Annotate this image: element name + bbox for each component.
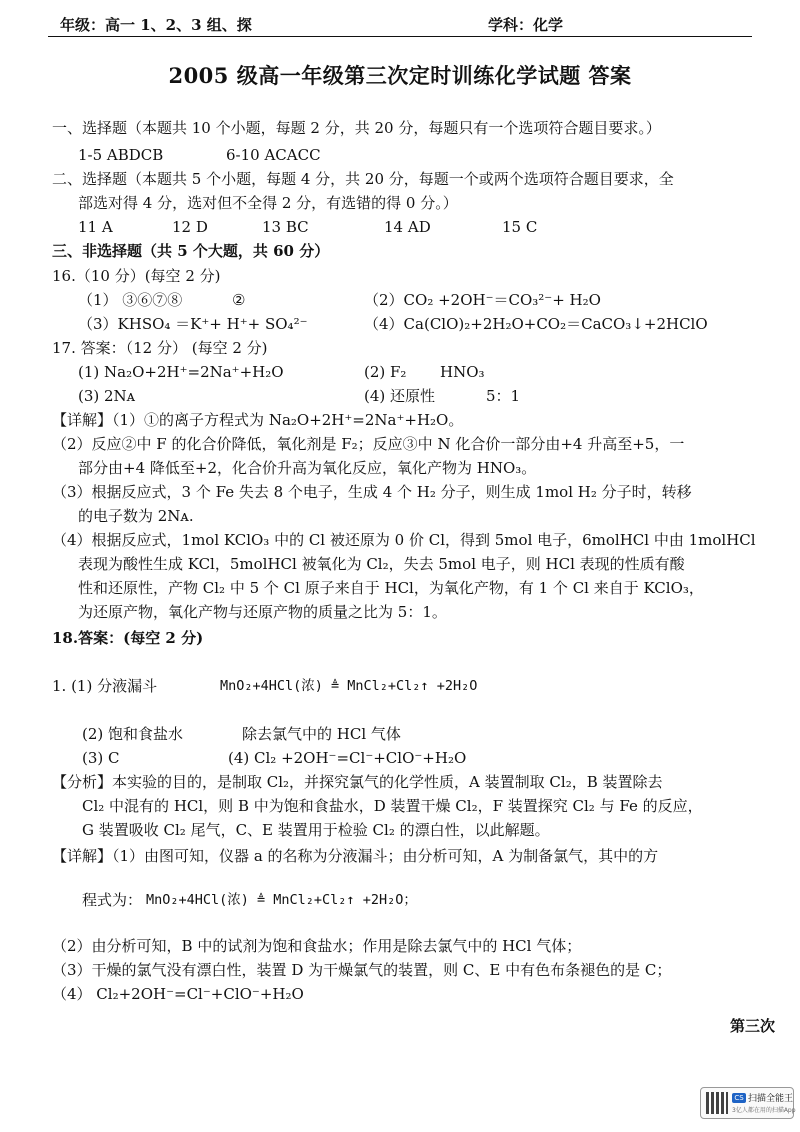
q17-detail-3-cont: 的电子数为 2Nᴀ. xyxy=(78,507,194,525)
q16-1b: ② xyxy=(232,291,246,309)
q17-2b: HNO₃ xyxy=(440,363,485,381)
q17-heading: 17. 答案：（12 分） (每空 2 分) xyxy=(52,339,268,357)
q18-detail-2: （2）由分析可知，B 中的试剂为饱和食盐水；作用是除去氯气中的 HCl 气体； xyxy=(52,937,582,955)
q17-4b: 5：1 xyxy=(486,387,521,405)
q16-heading: 16.（10 分）(每空 2 分) xyxy=(52,267,221,285)
q17-detail-2: （2）反应②中 F 的化合价降低，氧化剂是 F₂；反应③中 N 化合价一部分由+4 升高至+5，一 xyxy=(52,435,685,453)
page-title: 2005 级高一年级第三次定时训练化学试题 答案 xyxy=(168,63,632,88)
page-header xyxy=(48,10,752,37)
q17-1: (1) Na₂O+2H⁺=2Na⁺+H₂O xyxy=(78,363,284,381)
q17-detail-3: （3）根据反应式，3 个 Fe 失去 8 个电子，生成 4 个 H₂ 分子，则生成 1mol H₂ 分子时，转移 xyxy=(52,483,692,501)
q18-analysis-3: G 装置吸收 Cl₂ 尾气，C、E 装置用于检验 Cl₂ 的漂白性，以此解题。 xyxy=(82,821,550,839)
q18-3: (3) C xyxy=(82,749,120,767)
section-3-heading: 三、非选择题（共 5 个大题，共 60 分） xyxy=(52,242,330,260)
q18-1-equation: MnO₂+4HCl(浓) ≜ MnCl₂+Cl₂↑ +2H₂O xyxy=(220,678,478,694)
q18-detail-1: 【详解】（1）由图可知，仪器 a 的名称为分液漏斗；由分析可知，A 为制备氯气，其中的方 xyxy=(52,847,659,865)
scanner-name: 扫描全能王 xyxy=(748,1094,794,1104)
q18-analysis-2: Cl₂ 中混有的 HCl，则 B 中为饱和食盐水，D 装置干燥 Cl₂，F 装置探究 Cl₂ 与 Fe 的反应， xyxy=(82,797,703,815)
scanner-watermark xyxy=(700,1087,794,1119)
section-1-heading: 一、选择题（本题共 10 个小题，每题 2 分，共 20 分，每题只有一个选项符合题目要求。） xyxy=(52,119,661,137)
q16-2: （2）CO₂ +2OH⁻＝CO₃²⁻+ H₂O xyxy=(364,291,601,309)
scanner-logo-icon: CS xyxy=(732,1093,746,1103)
q18-detail-4: （4） Cl₂+2OH⁻=Cl⁻+ClO⁻+H₂O xyxy=(52,985,304,1003)
q16-4: （4）Ca(ClO)₂+2H₂O+CO₂＝CaCO₃↓+2HClO xyxy=(364,315,708,333)
q18-2b: 除去氯气中的 HCl 气体 xyxy=(242,725,401,743)
q17-detail-4-cont1: 表现为酸性生成 KCl，5molHCl 被氧化为 Cl₂，失去 5mol 电子，则 HCl 表现的性质有酸 xyxy=(78,555,685,573)
answer-13: 13 BC xyxy=(262,218,309,236)
q18-2a: (2) 饱和食盐水 xyxy=(82,725,184,743)
q17-2a: (2) F₂ xyxy=(364,363,407,381)
subject-label: 学科：化学 xyxy=(488,16,564,34)
q18-detail-1-equation: MnO₂+4HCl(浓) ≜ MnCl₂+Cl₂↑ +2H₂O； xyxy=(146,892,417,908)
answer-15: 15 C xyxy=(502,218,538,236)
qr-code-icon xyxy=(706,1092,728,1114)
q17-detail-4-cont2: 性和还原性，产物 Cl₂ 中 5 个 Cl 原子来自于 HCl，为氧化产物，有 1 个 Cl 来自于 KClO₃， xyxy=(78,579,704,597)
q16-3: （3）KHSO₄ ＝K⁺+ H⁺+ SO₄²⁻ xyxy=(78,315,308,333)
q18-1a: 1. (1) 分液漏斗 xyxy=(52,677,158,695)
q18-4: (4) Cl₂ +2OH⁻=Cl⁻+ClO⁻+H₂O xyxy=(228,749,467,767)
answer-6-10: 6-10 ACACC xyxy=(226,146,321,164)
q17-detail-1: 【详解】（1）①的离子方程式为 Na₂O+2H⁺=2Na⁺+H₂O。 xyxy=(52,411,464,429)
q16-1a: （1） ③⑥⑦⑧ xyxy=(78,291,183,309)
scanner-subtitle: 3亿人都在用的扫描App xyxy=(732,1107,796,1114)
answer-1-5: 1-5 ABDCB xyxy=(78,146,164,164)
answer-12: 12 D xyxy=(172,218,208,236)
q18-detail-3: （3）干燥的氯气没有漂白性，装置 D 为干燥氯气的装置，则 C、E 中有色布条褪色的是 C； xyxy=(52,961,672,979)
section-2-heading-cont: 部选对得 4 分，选对但不全得 2 分，有选错的得 0 分。） xyxy=(78,194,458,212)
q17-detail-4: （4）根据反应式，1mol KClO₃ 中的 Cl 被还原为 0 价 Cl，得到 5mol 电子，6molHCl 中由 1molHCl xyxy=(52,531,756,549)
q18-analysis-1: 【分析】本实验的目的，是制取 Cl₂，并探究氯气的化学性质，A 装置制取 Cl₂，B 装置除去 xyxy=(52,773,663,791)
grade-label: 年级：高一 1、2、3 组、探 xyxy=(60,16,252,34)
page-footer-tag: 第三次 xyxy=(730,1017,776,1035)
q17-detail-2-cont: 部分由+4 降低至+2，化合价升高为氧化反应，氧化产物为 HNO₃。 xyxy=(78,459,537,477)
answer-14: 14 AD xyxy=(384,218,431,236)
q17-4a: (4) 还原性 xyxy=(364,387,436,405)
answer-11: 11 A xyxy=(78,218,113,236)
section-2-heading: 二、选择题（本题共 5 个小题，每题 4 分，共 20 分，每题一个或两个选项符合题目要求，全 xyxy=(52,170,674,188)
q18-detail-1-label: 程式为： xyxy=(82,891,143,909)
q18-heading: 18.答案：(每空 2 分) xyxy=(52,629,204,647)
q17-detail-4-cont3: 为还原产物，氧化产物与还原产物的质量之比为 5：1。 xyxy=(78,603,447,621)
q17-3: (3) 2Nᴀ xyxy=(78,387,136,405)
